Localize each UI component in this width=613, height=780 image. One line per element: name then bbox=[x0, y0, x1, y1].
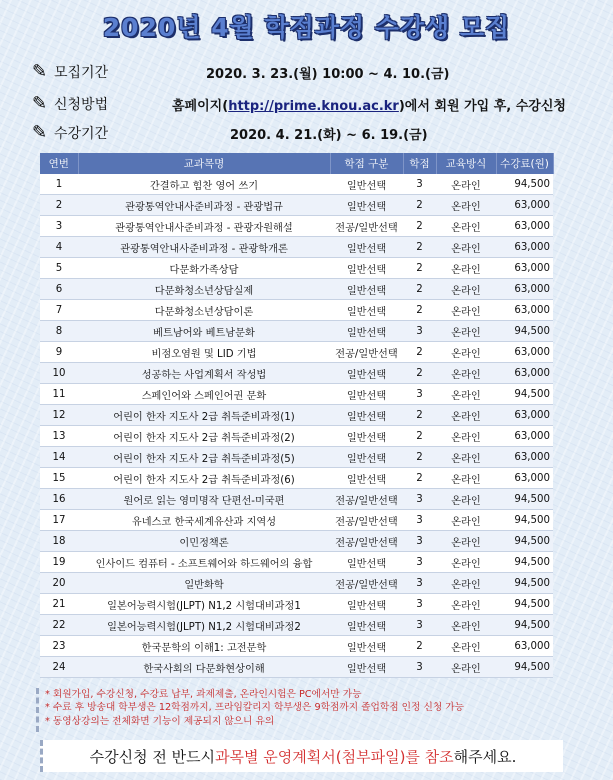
cell-credit: 3 bbox=[403, 489, 436, 510]
recruit-period-row bbox=[32, 60, 592, 84]
cell-no: 9 bbox=[40, 342, 78, 363]
cell-name: 이민정책론 bbox=[78, 531, 330, 552]
cell-no: 5 bbox=[40, 258, 78, 279]
table-row bbox=[40, 258, 553, 279]
cell-no: 21 bbox=[40, 594, 78, 615]
cell-method: 온라인 bbox=[436, 258, 496, 279]
cell-no: 18 bbox=[40, 531, 78, 552]
table-row bbox=[40, 300, 553, 321]
cell-credit: 2 bbox=[403, 405, 436, 426]
table-row bbox=[40, 552, 553, 573]
footer-text-after: 해주세요. bbox=[453, 747, 517, 766]
apply-method-suffix: )에서 회원 가입 후, 수강신청 bbox=[398, 98, 566, 114]
note-item: * 수료 후 방송대 학부생은 12학점까지, 프라임칼리지 학부생은 9학점까지 졸업학점 인정 신청 가능 bbox=[45, 702, 464, 714]
cell-credit: 2 bbox=[403, 447, 436, 468]
page-title: 2020년 4월 학점과정 수강생 모집 bbox=[102, 13, 511, 42]
pencil-icon: ✎ bbox=[32, 93, 48, 114]
cell-no: 17 bbox=[40, 510, 78, 531]
table-row bbox=[40, 657, 553, 678]
cell-credit: 3 bbox=[403, 531, 436, 552]
apply-method-prefix: 홈페이지( bbox=[172, 98, 229, 114]
cell-fee: 94,500 bbox=[496, 510, 553, 531]
cell-type: 일반선택 bbox=[330, 552, 403, 573]
table-row bbox=[40, 279, 553, 300]
cell-fee: 63,000 bbox=[496, 279, 553, 300]
cell-credit: 3 bbox=[403, 573, 436, 594]
table-row bbox=[40, 636, 553, 657]
cell-no: 24 bbox=[40, 657, 78, 678]
pencil-icon: ✎ bbox=[32, 61, 48, 82]
cell-fee: 63,000 bbox=[496, 300, 553, 321]
note-item: * 회원가입, 수강신청, 수강료 납부, 과제제출, 온라인시험은 PC에서만 가능 bbox=[45, 689, 362, 700]
cell-type: 일반선택 bbox=[330, 468, 403, 489]
cell-no: 14 bbox=[40, 447, 78, 468]
cell-credit: 3 bbox=[403, 594, 436, 615]
cell-type: 일반선택 bbox=[330, 384, 403, 405]
cell-name: 관광통역안내사준비과정 - 관광법규 bbox=[78, 195, 330, 216]
cell-method: 온라인 bbox=[436, 363, 496, 384]
cell-fee: 94,500 bbox=[496, 321, 553, 342]
cell-credit: 3 bbox=[403, 552, 436, 573]
cell-fee: 63,000 bbox=[496, 426, 553, 447]
apply-method-label: 신청방법 bbox=[54, 97, 109, 113]
cell-method: 온라인 bbox=[436, 321, 496, 342]
cell-name: 유네스코 한국세계유산과 지역성 bbox=[78, 510, 330, 531]
cell-credit: 2 bbox=[403, 216, 436, 237]
cell-fee: 94,500 bbox=[496, 531, 553, 552]
cell-fee: 94,500 bbox=[496, 552, 553, 573]
apply-method-value bbox=[166, 95, 566, 114]
cell-credit: 2 bbox=[403, 195, 436, 216]
cell-no: 6 bbox=[40, 279, 78, 300]
cell-type: 전공/일반선택 bbox=[330, 216, 403, 237]
cell-fee: 63,000 bbox=[496, 342, 553, 363]
cell-method: 온라인 bbox=[436, 594, 496, 615]
cell-method: 온라인 bbox=[436, 468, 496, 489]
header-fee: 수강료(원) bbox=[496, 153, 553, 174]
cell-credit: 2 bbox=[403, 636, 436, 657]
cell-method: 온라인 bbox=[436, 657, 496, 678]
table-row bbox=[40, 594, 553, 615]
cell-no: 11 bbox=[40, 384, 78, 405]
notes-box bbox=[36, 688, 565, 732]
cell-credit: 2 bbox=[403, 468, 436, 489]
table-row bbox=[40, 426, 553, 447]
cell-credit: 2 bbox=[403, 258, 436, 279]
cell-no: 20 bbox=[40, 573, 78, 594]
table-row bbox=[40, 384, 553, 405]
header-type: 학점 구분 bbox=[330, 153, 403, 174]
cell-name: 일반화학 bbox=[78, 573, 330, 594]
cell-method: 온라인 bbox=[436, 342, 496, 363]
table-row bbox=[40, 342, 553, 363]
cell-name: 스페인어와 스페인어권 문화 bbox=[78, 384, 330, 405]
cell-method: 온라인 bbox=[436, 174, 496, 195]
cell-name: 다문화청소년상담이론 bbox=[78, 300, 330, 321]
cell-credit: 3 bbox=[403, 615, 436, 636]
cell-method: 온라인 bbox=[436, 279, 496, 300]
cell-fee: 94,500 bbox=[496, 384, 553, 405]
table-row bbox=[40, 531, 553, 552]
recruit-period-label: 모집기간 bbox=[54, 65, 109, 81]
cell-no: 13 bbox=[40, 426, 78, 447]
footer-notice bbox=[40, 740, 563, 772]
cell-method: 온라인 bbox=[436, 237, 496, 258]
header-no: 연번 bbox=[40, 153, 78, 174]
cell-type: 전공/일반선택 bbox=[330, 510, 403, 531]
cell-credit: 3 bbox=[403, 384, 436, 405]
table-row bbox=[40, 216, 553, 237]
cell-type: 일반선택 bbox=[330, 174, 403, 195]
cell-credit: 3 bbox=[403, 174, 436, 195]
cell-method: 온라인 bbox=[436, 426, 496, 447]
cell-no: 19 bbox=[40, 552, 78, 573]
cell-no: 8 bbox=[40, 321, 78, 342]
cell-type: 전공/일반선택 bbox=[330, 531, 403, 552]
cell-name: 인사이드 컴퓨터 - 소프트웨어와 하드웨어의 융합 bbox=[78, 552, 330, 573]
cell-type: 일반선택 bbox=[330, 636, 403, 657]
cell-method: 온라인 bbox=[436, 552, 496, 573]
cell-method: 온라인 bbox=[436, 384, 496, 405]
cell-no: 2 bbox=[40, 195, 78, 216]
cell-method: 온라인 bbox=[436, 636, 496, 657]
header-name: 교과목명 bbox=[78, 153, 330, 174]
course-period-value: 2020. 4. 21.(화) ~ 6. 19.(금) bbox=[230, 127, 428, 143]
table-row bbox=[40, 237, 553, 258]
cell-name: 일본어능력시험(JLPT) N1,2 시험대비과정2 bbox=[78, 615, 330, 636]
cell-name: 다문화가족상담 bbox=[78, 258, 330, 279]
footer-highlight: 과목별 운영계획서(첨부파일)를 참조 bbox=[215, 747, 454, 766]
cell-no: 4 bbox=[40, 237, 78, 258]
cell-credit: 2 bbox=[403, 342, 436, 363]
cell-fee: 94,500 bbox=[496, 615, 553, 636]
cell-fee: 94,500 bbox=[496, 489, 553, 510]
cell-fee: 63,000 bbox=[496, 636, 553, 657]
cell-fee: 63,000 bbox=[496, 447, 553, 468]
apply-method-row bbox=[32, 92, 592, 116]
cell-fee: 63,000 bbox=[496, 405, 553, 426]
cell-no: 3 bbox=[40, 216, 78, 237]
cell-method: 온라인 bbox=[436, 510, 496, 531]
cell-fee: 94,500 bbox=[496, 573, 553, 594]
cell-type: 일반선택 bbox=[330, 300, 403, 321]
course-period-label: 수강기간 bbox=[54, 126, 109, 142]
cell-method: 온라인 bbox=[436, 195, 496, 216]
cell-credit: 2 bbox=[403, 363, 436, 384]
cell-fee: 94,500 bbox=[496, 657, 553, 678]
cell-credit: 2 bbox=[403, 300, 436, 321]
cell-no: 1 bbox=[40, 174, 78, 195]
cell-name: 성공하는 사업계획서 작성법 bbox=[78, 363, 330, 384]
cell-name: 어린이 한자 지도사 2급 취득준비과정(6) bbox=[78, 468, 330, 489]
cell-no: 7 bbox=[40, 300, 78, 321]
cell-type: 일반선택 bbox=[330, 321, 403, 342]
cell-type: 일반선택 bbox=[330, 195, 403, 216]
table-header-row bbox=[40, 153, 553, 174]
cell-name: 원어로 읽는 영미명작 단편선-미국편 bbox=[78, 489, 330, 510]
cell-credit: 2 bbox=[403, 426, 436, 447]
table-row bbox=[40, 363, 553, 384]
cell-no: 10 bbox=[40, 363, 78, 384]
cell-no: 23 bbox=[40, 636, 78, 657]
cell-no: 15 bbox=[40, 468, 78, 489]
cell-method: 온라인 bbox=[436, 573, 496, 594]
cell-type: 일반선택 bbox=[330, 405, 403, 426]
cell-method: 온라인 bbox=[436, 615, 496, 636]
cell-credit: 3 bbox=[403, 321, 436, 342]
course-period-row bbox=[32, 121, 592, 145]
cell-name: 어린이 한자 지도사 2급 취득준비과정(2) bbox=[78, 426, 330, 447]
cell-no: 16 bbox=[40, 489, 78, 510]
table-body bbox=[40, 174, 553, 678]
course-table bbox=[40, 153, 554, 678]
cell-fee: 63,000 bbox=[496, 237, 553, 258]
footer-text-before: 수강신청 전 반드시 bbox=[89, 747, 216, 766]
cell-name: 한국사회의 다문화현상이해 bbox=[78, 657, 330, 678]
cell-type: 전공/일반선택 bbox=[330, 489, 403, 510]
cell-fee: 63,000 bbox=[496, 363, 553, 384]
table-row bbox=[40, 405, 553, 426]
cell-type: 일반선택 bbox=[330, 657, 403, 678]
cell-name: 관광통역안내사준비과정 - 관광자원해설 bbox=[78, 216, 330, 237]
table-row bbox=[40, 447, 553, 468]
pencil-icon: ✎ bbox=[32, 122, 48, 143]
table-row bbox=[40, 615, 553, 636]
cell-type: 일반선택 bbox=[330, 426, 403, 447]
table-row bbox=[40, 573, 553, 594]
cell-type: 전공/일반선택 bbox=[330, 342, 403, 363]
cell-fee: 63,000 bbox=[496, 216, 553, 237]
cell-fee: 63,000 bbox=[496, 468, 553, 489]
cell-fee: 94,500 bbox=[496, 594, 553, 615]
cell-type: 일반선택 bbox=[330, 237, 403, 258]
cell-method: 온라인 bbox=[436, 216, 496, 237]
cell-name: 어린이 한자 지도사 2급 취득준비과정(5) bbox=[78, 447, 330, 468]
cell-no: 12 bbox=[40, 405, 78, 426]
table-row bbox=[40, 510, 553, 531]
cell-credit: 3 bbox=[403, 657, 436, 678]
table-row bbox=[40, 321, 553, 342]
cell-method: 온라인 bbox=[436, 447, 496, 468]
cell-name: 베트남어와 베트남문화 bbox=[78, 321, 330, 342]
cell-name: 한국문학의 이해1: 고전문학 bbox=[78, 636, 330, 657]
cell-name: 간결하고 힘찬 영어 쓰기 bbox=[78, 174, 330, 195]
cell-name: 비점오염원 및 LID 기법 bbox=[78, 342, 330, 363]
cell-method: 온라인 bbox=[436, 531, 496, 552]
cell-credit: 2 bbox=[403, 237, 436, 258]
table-row bbox=[40, 489, 553, 510]
cell-method: 온라인 bbox=[436, 489, 496, 510]
table-row bbox=[40, 174, 553, 195]
cell-type: 일반선택 bbox=[330, 594, 403, 615]
cell-method: 온라인 bbox=[436, 405, 496, 426]
cell-method: 온라인 bbox=[436, 300, 496, 321]
cell-type: 일반선택 bbox=[330, 279, 403, 300]
cell-fee: 63,000 bbox=[496, 195, 553, 216]
cell-type: 일반선택 bbox=[330, 447, 403, 468]
cell-no: 22 bbox=[40, 615, 78, 636]
note-item: * 동영상강의는 전체화면 기능이 제공되지 않으니 유의 bbox=[45, 715, 275, 727]
cell-name: 다문화청소년상담실제 bbox=[78, 279, 330, 300]
cell-name: 일본어능력시험(JLPT) N1,2 시험대비과정1 bbox=[78, 594, 330, 615]
cell-type: 일반선택 bbox=[330, 615, 403, 636]
header-credit: 학점 bbox=[403, 153, 436, 174]
cell-type: 일반선택 bbox=[330, 363, 403, 384]
table-row bbox=[40, 195, 553, 216]
cell-fee: 63,000 bbox=[496, 258, 553, 279]
cell-credit: 3 bbox=[403, 510, 436, 531]
cell-name: 관광통역안내사준비과정 - 관광학개론 bbox=[78, 237, 330, 258]
cell-type: 일반선택 bbox=[330, 258, 403, 279]
cell-name: 어린이 한자 지도사 2급 취득준비과정(1) bbox=[78, 405, 330, 426]
table-row bbox=[40, 468, 553, 489]
header-method: 교육방식 bbox=[436, 153, 496, 174]
cell-credit: 2 bbox=[403, 279, 436, 300]
cell-fee: 94,500 bbox=[496, 174, 553, 195]
homepage-link[interactable]: http://prime.knou.ac.kr bbox=[228, 98, 399, 114]
recruit-period-value: 2020. 3. 23.(월) 10:00 ~ 4. 10.(금) bbox=[206, 66, 450, 82]
cell-type: 전공/일반선택 bbox=[330, 573, 403, 594]
